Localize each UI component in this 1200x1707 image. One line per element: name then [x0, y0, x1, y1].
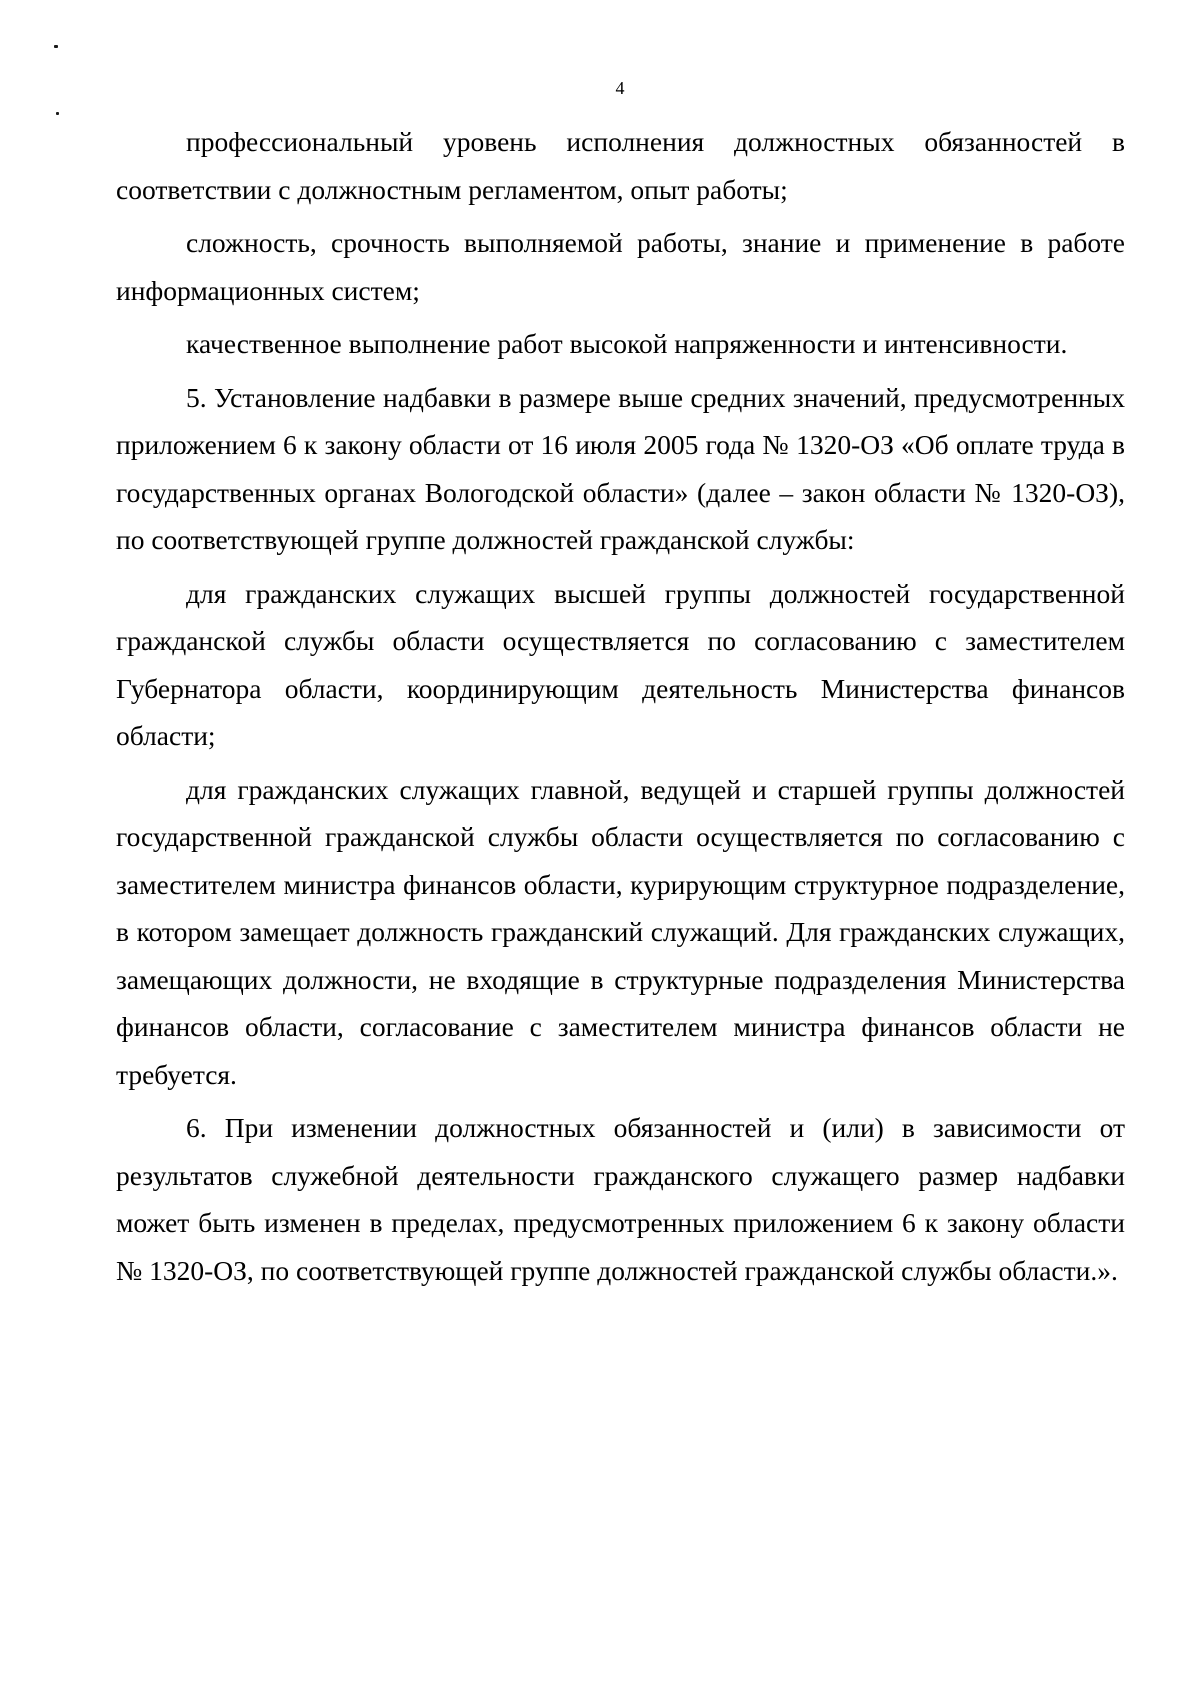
paragraph-complexity: сложность, срочность выполняемой работы, знание и применение в работе информационных систем; [116, 227, 1125, 306]
paragraph-main-leading-senior-group: для гражданских служащих главной, ведущей и старшей группы должностей государственной гражданской службы области осуществляется по согласованию с заместителем министра финансов области, курирующим структурное подразделение, в котором замещает должность гражданский служащий. Для гражданских служащих, замещающих должности, не входящие в структурные подразделения Министерства финансов области, согласование с заместителем министра финансов области не требуется. [116, 773, 1125, 1090]
paragraph-quality: качественное выполнение работ высокой напряженности и интенсивности. [186, 328, 1068, 359]
scan-artifact-mark [56, 112, 59, 115]
paragraph-highest-group: для гражданских служащих высшей группы должностей государственной гражданской службы области осуществляется по согласованию с заместителем Губернатора области, координирующим деятельность Министерства финансов области; [116, 577, 1125, 751]
paragraph-item-6: 6. При изменении должностных обязанностей и (или) в зависимости от результатов служебной деятельности гражданского служащего размер надбавки может быть изменен в пределах, предусмотренных приложением 6 к закону области № 1320-ОЗ, по соответствующей группе должностей гражданской службы области.». [116, 1112, 1125, 1286]
paragraph-item-5: 5. Установление надбавки в размере выше средних значений, предусмотренных приложением 6 к закону области от 16 июля 2005 года № 1320-ОЗ «Об оплате труда в государственных органах Вологодской области» (далее – закон области № 1320-ОЗ), по соответствующей группе должностей гражданской службы: [116, 381, 1125, 555]
paragraph-professional-level: профессиональный уровень исполнения должностных обязанностей в соответствии с должностным регламентом, опыт работы; [116, 126, 1125, 205]
scan-artifact-mark [54, 45, 58, 48]
page-number: 4 [615, 78, 625, 98]
document-body [116, 118, 1125, 1294]
